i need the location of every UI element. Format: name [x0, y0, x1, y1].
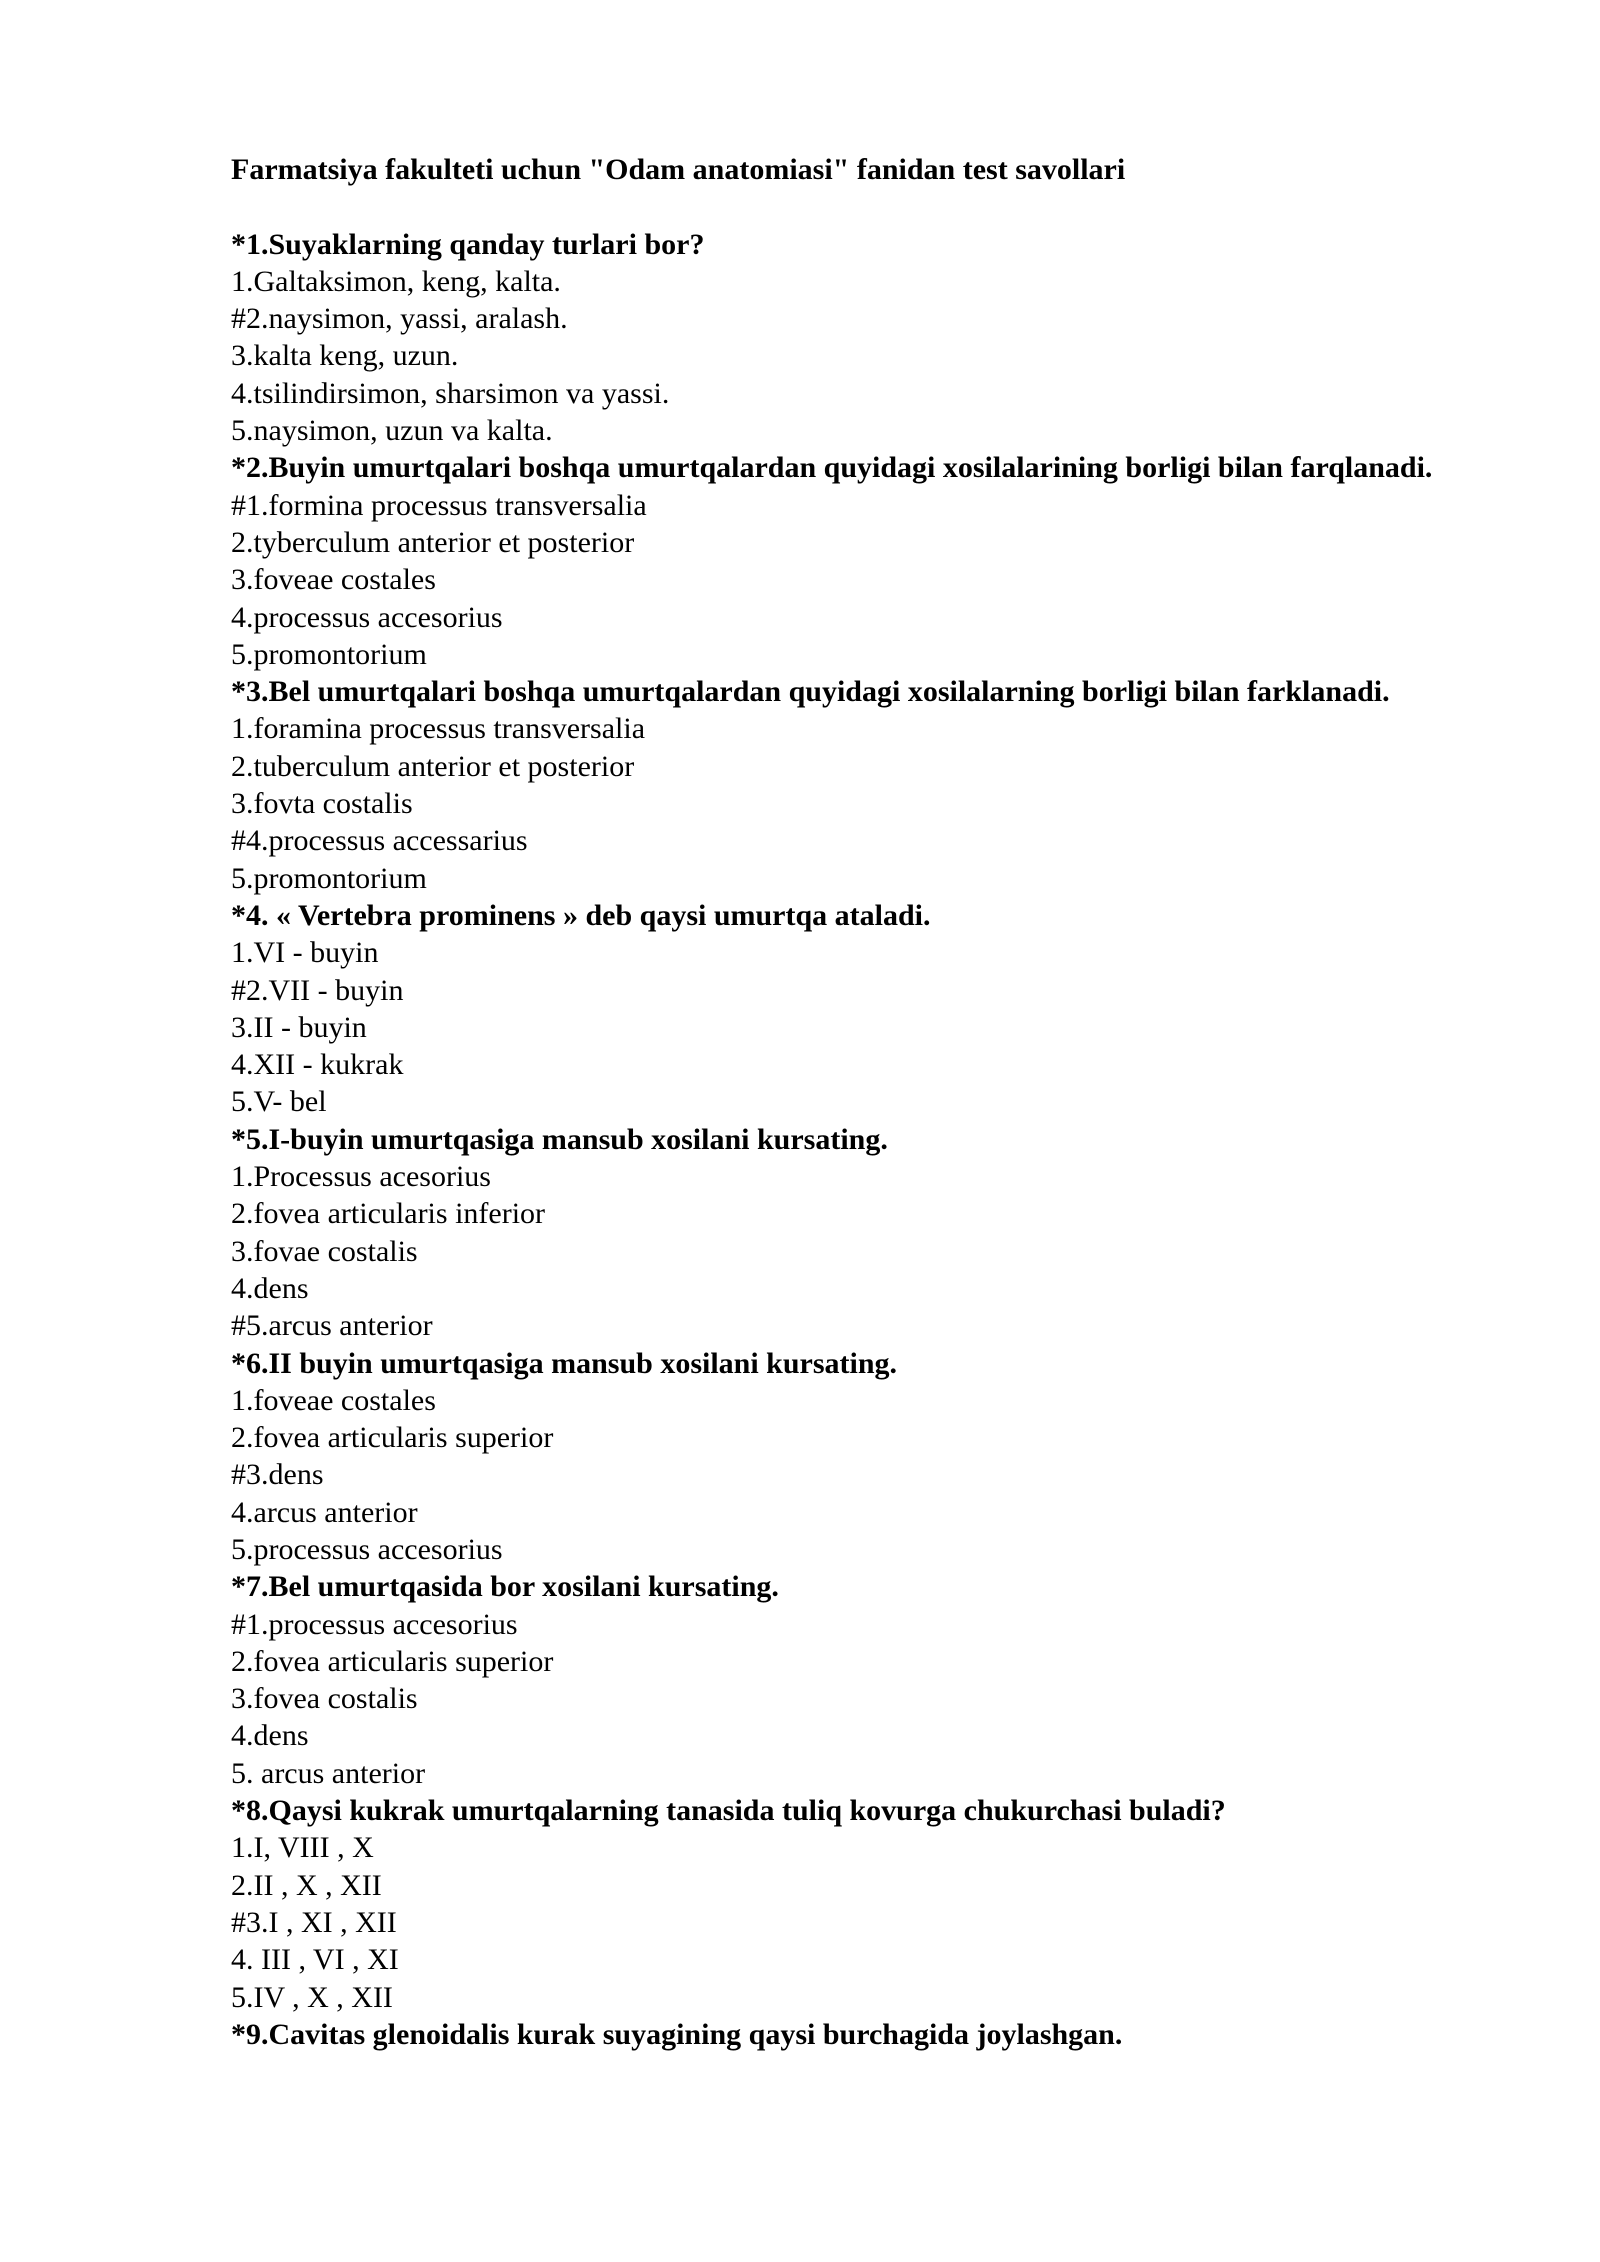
- answer-option: 5.processus accesorius: [231, 1532, 503, 1566]
- answer-option: 5. arcus anterior: [231, 1756, 426, 1790]
- question-list: [231, 226, 1499, 2054]
- answer-option: 5.promontorium: [231, 637, 427, 671]
- question-text: *9.Cavitas glenoidalis kurak suyagining qaysi burchagida joylashgan.: [231, 2017, 1123, 2051]
- answer-option: 5.promontorium: [231, 861, 427, 895]
- answer-option: #4.processus accessarius: [231, 824, 528, 858]
- answer-option: 1.VI - buyin: [231, 936, 379, 970]
- answer-option: 1.I, VIII , X: [231, 1831, 374, 1865]
- answer-option: 2.fovea articularis inferior: [231, 1197, 546, 1231]
- answer-option: 3.foveae costales: [231, 563, 436, 597]
- answer-option: 4.XII - kukrak: [231, 1048, 404, 1082]
- answer-option: 5.IV , X , XII: [231, 1980, 393, 2014]
- answer-option: #3.I , XI , XII: [231, 1905, 397, 1939]
- answer-option: 4.arcus anterior: [231, 1495, 418, 1529]
- question-text: *8.Qaysi kukrak umurtqalarning tanasida tuliq kovurga chukurchasi buladi?: [231, 1794, 1226, 1828]
- answer-option: 2.II , X , XII: [231, 1868, 382, 1902]
- answer-option: 5.naysimon, uzun va kalta.: [231, 414, 553, 448]
- answer-option: 4. III , VI , XI: [231, 1943, 399, 1977]
- answer-option: 4.dens: [231, 1271, 309, 1305]
- answer-option: 2.tuberculum anterior et posterior: [231, 749, 635, 783]
- answer-option: #1.processus accesorius: [231, 1607, 518, 1641]
- answer-option: 1.Galtaksimon, keng, kalta.: [231, 264, 561, 298]
- question-text: *6.II buyin umurtqasiga mansub xosilani kursating.: [231, 1346, 898, 1380]
- answer-option: 2.tyberculum anterior et posterior: [231, 525, 635, 559]
- answer-option: 3.kalta keng, uzun.: [231, 339, 459, 373]
- question-text: *7.Bel umurtqasida bor xosilani kursating.: [231, 1570, 779, 1604]
- answer-option: #5.arcus anterior: [231, 1309, 433, 1343]
- question-text: *1.Suyaklarning qanday turlari bor?: [231, 227, 705, 261]
- answer-option: 3.fovta costalis: [231, 787, 413, 821]
- question-text: *3.Bel umurtqalari boshqa umurtqalardan quyidagi xosilalarning borligi bilan farklanadi.: [231, 675, 1390, 709]
- answer-option: 1.Processus acesorius: [231, 1160, 491, 1194]
- answer-option: 4.dens: [231, 1719, 309, 1753]
- answer-option: 5.V- bel: [231, 1085, 327, 1119]
- answer-option: 3.fovea costalis: [231, 1682, 418, 1716]
- document-title: Farmatsiya fakulteti uchun "Odam anatomiasi" fanidan test savollari: [231, 153, 1126, 186]
- answer-option: #2.VII - buyin: [231, 973, 404, 1007]
- question-text: *4. « Vertebra prominens » deb qaysi umurtqa ataladi.: [231, 898, 931, 932]
- question-text: *2.Buyin umurtqalari boshqa umurtqalardan quyidagi xosilalarining borligi bilan farqlanadi.: [231, 451, 1433, 485]
- answer-option: 1.foveae costales: [231, 1383, 436, 1417]
- answer-option: #3.dens: [231, 1458, 324, 1492]
- answer-option: 3.fovae costalis: [231, 1234, 418, 1268]
- answer-option: 3.II - buyin: [231, 1010, 367, 1044]
- answer-option: #1.formina processus transversalia: [231, 488, 647, 522]
- answer-option: 1.foramina processus transversalia: [231, 712, 646, 746]
- answer-option: 4.processus accesorius: [231, 600, 503, 634]
- answer-option: 2.fovea articularis superior: [231, 1421, 554, 1455]
- answer-option: 4.tsilindirsimon, sharsimon va yassi.: [231, 376, 670, 410]
- answer-option: #2.naysimon, yassi, aralash.: [231, 302, 568, 336]
- question-text: *5.I-buyin umurtqasiga mansub xosilani kursating.: [231, 1122, 888, 1156]
- document-body: [231, 151, 1499, 2053]
- answer-option: 2.fovea articularis superior: [231, 1644, 554, 1678]
